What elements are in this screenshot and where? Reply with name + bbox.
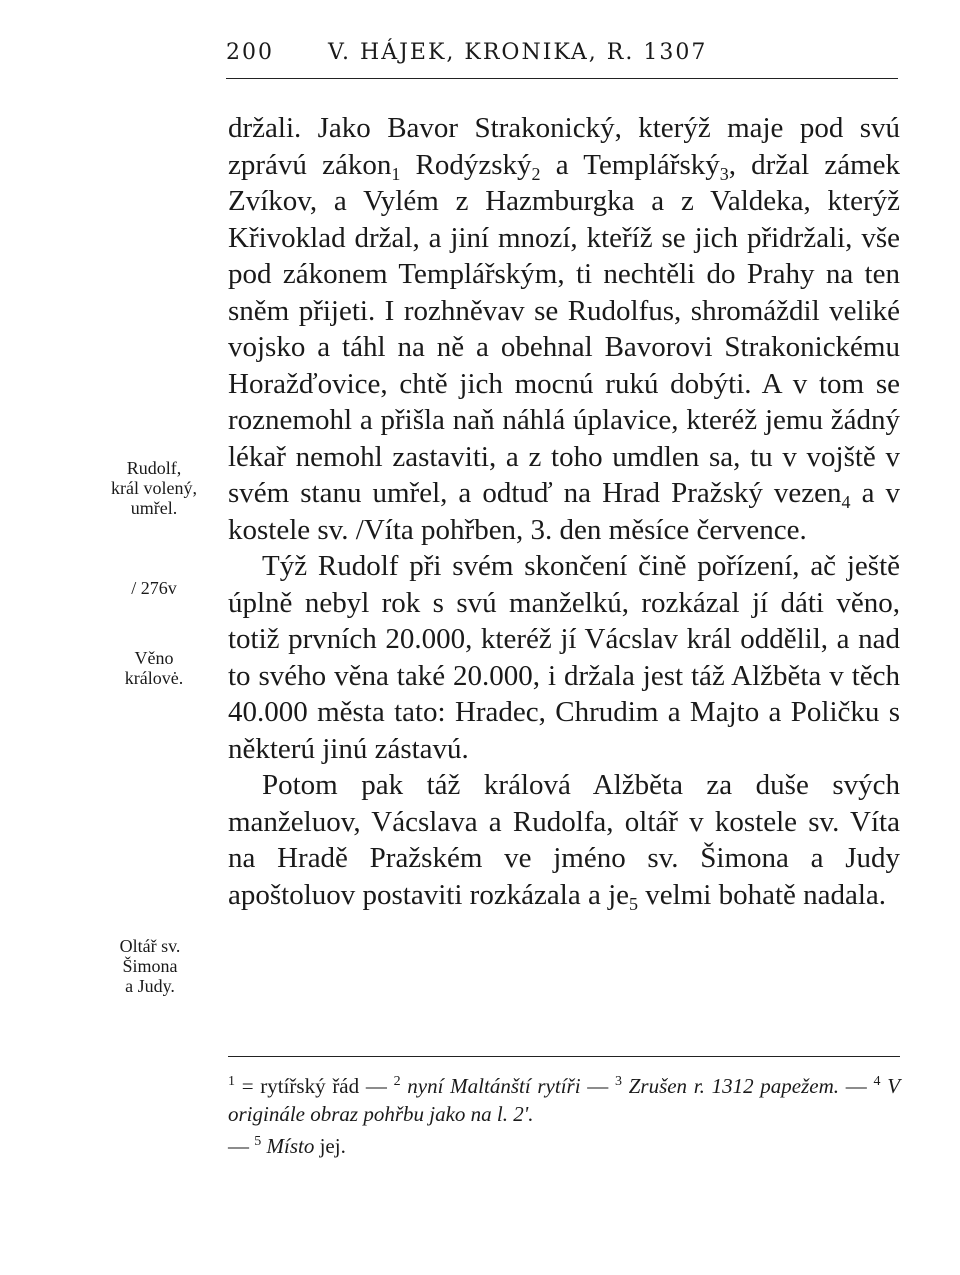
footnote-separator: —	[580, 1074, 615, 1098]
margin-line: Oltář sv.	[119, 936, 181, 956]
footnote-ref: 4	[841, 492, 851, 512]
margin-line: Rudolf,	[126, 458, 182, 478]
text-run: a Templářský	[540, 148, 720, 181]
text-run: a v kostele sv. /Víta pohřben, 3. den měsíce července.	[228, 477, 900, 546]
footnote-ref: 5	[629, 893, 639, 914]
margin-note-rudolf	[100, 458, 208, 518]
footnote-rule	[228, 1056, 900, 1057]
margin-note-veno	[100, 648, 208, 688]
text-run: Potom pak táž králová Alžběta za duše svých manželuov, Vácslava a Rudolfa, oltář v kostele sv. Víta na Hradě Pražském ve jméno sv. Šimona a Judy apoštoluov postaviti rozkázala a je	[228, 769, 900, 911]
footnote-mark: 4	[873, 1074, 881, 1089]
margin-line: královė.	[124, 668, 184, 688]
margin-line: a Judy.	[125, 976, 175, 996]
footnote-text: Zrušen r. 1312 papežem.	[622, 1074, 840, 1098]
page-number: 200	[226, 40, 274, 65]
header-rule	[226, 78, 898, 79]
footnote-mark: 3	[615, 1074, 622, 1089]
main-text	[228, 110, 900, 913]
footnote-text: nyní Maltánští rytíři	[400, 1074, 581, 1098]
footnotes	[228, 1068, 900, 1160]
footnote-text: = rytířský řád —	[235, 1074, 394, 1098]
footnote-text: jej.	[314, 1134, 346, 1158]
margin-line: král volený,	[111, 478, 197, 498]
margin-note-folio	[100, 578, 208, 598]
paragraph-2: Týž Rudolf při svém skončení čině pořízení, ač ještě úplně nebyl rok s svú manželkú, rozkázal jí dáti věno, totiž prvních 20.000, kteréž jí Vácslav král oddělil, a nad to svého věna také 20.000, i držala jest táž Alžběta v těch 40.000 města tato: Hradec, Chrudim a Majto a Poličku s některú jinú zástavú.	[228, 550, 900, 765]
footnote-mark: 2	[393, 1074, 401, 1089]
margin-line: Věno	[134, 648, 174, 668]
footnote-ref: 3	[719, 163, 729, 184]
footnote-mark: 5	[254, 1134, 262, 1149]
footnote-separator: —	[228, 1134, 255, 1158]
footnote-mark: 1	[228, 1074, 235, 1089]
footnote-ref: 1	[391, 163, 401, 184]
text-run: , držal zámek Zvíkov, a Vylém z Hazmburgka a z Valdeka, kterýž Křivoklad držal, a jiní mnozí, kteříž se jich přidržali, vše pod zákonem Templářským, ti nechtěli do Prahy na ten sněm přijeti. I rozhněvav se Rudolfus, shromáždil veliké vojsko a táhl na ně a obehnal Bavorovi Strakonickému Horažďovice, chtě jich mocnú rukú dobýti. A v tom se roznemohl a přišla naň náhlá úplavice, kteréž jemu žádný lékař nemohl zastaviti, a z toho umdlen sa, tu v vojště v svém stanu umřel, a odtuď na Hrad Pražský vezen	[228, 148, 900, 509]
margin-line: umřel.	[130, 498, 178, 518]
paragraph-3	[228, 767, 900, 913]
running-title: V. HÁJEK, KRONIKA, R. 1307	[328, 40, 708, 65]
margin-line: / 276v	[131, 578, 177, 598]
footnote-separator: —	[839, 1074, 874, 1098]
paragraph-1	[228, 110, 900, 548]
text-run: velmi bohatě nadala.	[638, 878, 887, 911]
margin-line: Šimona	[122, 956, 178, 976]
footnote-text: V originále obraz pohřbu jako na l. 2'.	[228, 1074, 901, 1126]
text-run: Rodýzský	[400, 148, 532, 181]
margin-note-oltar	[96, 936, 204, 996]
footnote-text: Místo	[261, 1134, 315, 1158]
footnote-ref: 2	[531, 163, 541, 184]
text-run: držali. Jako Bavor Strakonický, kterýž maje pod svú zprávú zákon	[228, 112, 900, 181]
